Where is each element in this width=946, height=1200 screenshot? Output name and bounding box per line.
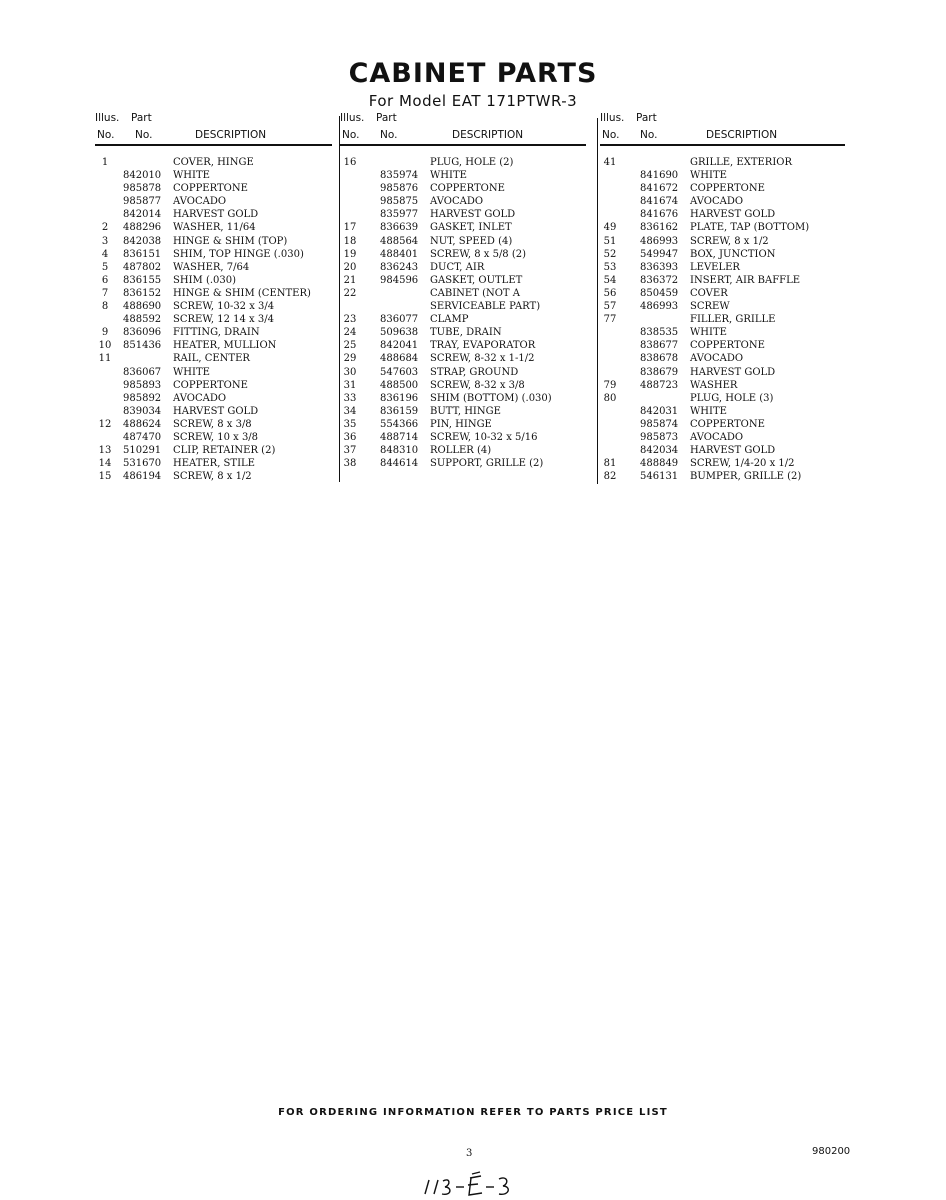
parts-row [340,195,586,208]
parts-row [340,261,586,274]
model-subtitle: For Model EAT 171PTWR-3 [368,92,578,110]
illus-number: 23 [343,314,357,326]
part-number: 836155 [123,274,162,286]
parts-row [600,300,845,313]
part-description: SERVICEABLE PART) [430,301,541,313]
illus-number: 3 [101,235,109,247]
parts-row [600,431,845,444]
parts-row [340,431,586,444]
part-number: 841672 [640,183,679,195]
part-number: 487802 [123,261,162,273]
part-description: SCREW, 1/4-20 x 1/2 [690,458,795,470]
header-rule [340,144,586,146]
illus-number: 21 [343,274,357,286]
parts-row [600,208,845,221]
part-number: 546131 [640,471,679,483]
part-description: WHITE [690,170,727,182]
parts-row [600,470,845,483]
parts-row [600,169,845,182]
part-description: AVOCADO [690,353,744,365]
parts-row [600,366,845,379]
part-number: 488690 [123,301,162,313]
parts-row [340,339,586,352]
part-description: SHIM, TOP HINGE (.030) [173,248,304,260]
part-number: 985893 [123,379,162,391]
parts-row [600,261,845,274]
illus-number: 52 [603,248,617,260]
parts-row [95,339,332,352]
illus-number: 17 [343,222,357,234]
part-description: COPPERTONE [173,183,248,195]
part-description: LEVELER [690,261,740,273]
part-description: HINGE & SHIM (TOP) [173,235,288,247]
part-number: 486993 [640,235,679,247]
part-description: HARVEST GOLD [430,209,516,221]
parts-row [95,182,332,195]
parts-row [340,287,586,300]
part-description: AVOCADO [690,196,744,208]
part-description: ROLLER (4) [430,445,492,457]
illus-number: 57 [603,301,617,313]
part-number: 844614 [380,458,419,470]
part-description: CLAMP [430,314,469,326]
parts-row [95,274,332,287]
parts-row [600,379,845,392]
illus-header: Illus. [95,112,120,124]
part-description: AVOCADO [690,431,744,443]
parts-row [340,169,586,182]
illus-number: 31 [343,379,357,391]
illus-number: 53 [603,261,617,273]
part-description: DUCT, AIR [430,261,485,273]
part-description: PIN, HINGE [430,418,492,430]
part-number: 836152 [123,287,162,299]
part-description: COPPERTONE [690,183,765,195]
part-number: 836162 [640,222,679,234]
parts-row [600,457,845,470]
parts-row [600,405,845,418]
part-description: PLATE, TAP (BOTTOM) [690,222,810,234]
illus-number: 1 [101,157,109,168]
parts-row [95,235,332,248]
part-number: 838677 [640,340,679,352]
parts-row [600,221,845,234]
handwritten-note [420,1168,530,1200]
part-description: PLUG, HOLE (2) [430,157,514,168]
part-number: 549947 [640,248,679,260]
part-description: COPPERTONE [690,418,765,430]
parts-row [95,470,332,483]
illus-number: 24 [343,327,357,339]
description-header: DESCRIPTION [195,129,267,141]
part-number: 486993 [640,301,679,313]
parts-row [340,392,586,405]
part-number: 838679 [640,366,679,378]
part-description: SCREW, 8-32 x 1-1/2 [430,353,535,365]
part-number: 985878 [123,183,162,195]
part-number: 842014 [123,209,162,221]
part-number: 836067 [123,366,162,378]
parts-row [600,418,845,431]
ordering-note: FOR ORDERING INFORMATION REFER TO PARTS PRICE LIST [278,1107,668,1118]
part-number: 848310 [380,445,419,457]
document-code: 980200 [812,1146,851,1157]
part-number: 836639 [380,222,419,234]
part-number: 985877 [123,196,162,208]
part-number: 836151 [123,248,162,260]
part-description: AVOCADO [430,196,484,208]
illus-number: 12 [98,418,112,430]
part-description: WHITE [173,170,210,182]
part-description: FILLER, GRILLE [690,314,776,326]
illus-header: Illus. [340,112,365,124]
illus-number: 29 [343,353,357,365]
parts-row [600,156,845,169]
parts-row [340,379,586,392]
parts-row [95,405,332,418]
parts-row [95,261,332,274]
part-number: 488296 [123,222,162,234]
illus-number: 13 [98,445,112,457]
part-description: HARVEST GOLD [690,209,776,221]
part-description: HARVEST GOLD [690,445,776,457]
column-header [600,112,845,146]
part-description: SCREW, 8 x 1/2 [173,471,252,483]
parts-row [95,195,332,208]
part-description: TUBE, DRAIN [430,327,502,339]
part-number: 531670 [123,458,162,470]
parts-row [340,313,586,326]
illus-number: 18 [343,235,357,247]
illus-number: 41 [603,157,617,168]
parts-row [340,457,586,470]
parts-row [600,339,845,352]
parts-list [600,156,845,483]
parts-row [340,221,586,234]
illus-number: 11 [98,353,112,365]
parts-row [340,444,586,457]
part-description: COVER, HINGE [173,157,254,168]
part-description: SHIM (.030) [173,274,237,286]
part-number: 488684 [380,353,419,365]
illus-number: 4 [101,248,109,260]
part-number: 488401 [380,248,419,260]
part-description: BOX, JUNCTION [690,248,776,260]
part-number: 985876 [380,183,419,195]
part-description: HEATER, MULLION [173,340,277,352]
parts-row [600,352,845,365]
header-rule [600,144,845,146]
part-no-header: No. [640,129,658,141]
part-number: 488564 [380,235,419,247]
parts-row [340,235,586,248]
part-number: 488849 [640,458,679,470]
part-description: SCREW, 8 x 3/8 [173,418,252,430]
illus-number: 25 [343,340,357,352]
part-description: SCREW, 8 x 5/8 (2) [430,248,527,260]
illus-number: 30 [343,366,357,378]
part-description: CABINET (NOT A [430,287,520,299]
part-description: HARVEST GOLD [173,209,259,221]
part-number: 985892 [123,392,162,404]
illus-number: 33 [343,392,357,404]
part-number: 839034 [123,405,162,417]
parts-row [600,235,845,248]
illus-number: 10 [98,340,112,352]
illus-number: 36 [343,431,357,443]
part-no-header: No. [135,129,153,141]
illus-no-header: No. [342,129,360,141]
part-number: 510291 [123,445,162,457]
part-number: 836372 [640,274,679,286]
part-description: SCREW, 10 x 3/8 [173,431,259,443]
part-number: 985874 [640,418,679,430]
part-description: RAIL, CENTER [173,353,250,365]
parts-row [95,169,332,182]
illus-number: 35 [343,418,357,430]
parts-row [600,248,845,261]
part-number: 554366 [380,418,419,430]
part-description: WASHER, 11/64 [173,222,256,234]
part-description: GASKET, OUTLET [430,274,523,286]
part-number: 836196 [380,392,419,404]
illus-number: 79 [603,379,617,391]
part-number: 841674 [640,196,679,208]
parts-row [340,352,586,365]
parts-row [340,156,586,169]
illus-number: 19 [343,248,357,260]
column-divider-right [597,118,598,484]
part-header: Part [131,112,152,124]
part-number: 488624 [123,418,162,430]
illus-number: 56 [603,287,617,299]
part-description: SCREW, 10-32 x 5/16 [430,431,538,443]
part-number: 985875 [380,196,419,208]
part-description: SCREW, 12 14 x 3/4 [173,314,274,326]
part-description: COPPERTONE [430,183,505,195]
page-number: 3 [466,1148,473,1159]
part-description: AVOCADO [173,392,227,404]
illus-number: 77 [603,314,617,326]
part-number: 838678 [640,353,679,365]
parts-column-2 [340,112,586,470]
part-number: 985873 [640,431,679,443]
part-description: HINGE & SHIM (CENTER) [173,287,311,299]
part-description: SCREW, 10-32 x 3/4 [173,301,275,313]
parts-row [95,431,332,444]
illus-number: 49 [603,222,617,234]
illus-number: 9 [101,327,109,339]
header-rule [95,144,332,146]
part-description: STRAP, GROUND [430,366,519,378]
parts-row [95,156,332,169]
part-description: COPPERTONE [690,340,765,352]
parts-row [600,313,845,326]
illus-header: Illus. [600,112,625,124]
illus-number: 51 [603,235,617,247]
parts-row [340,208,586,221]
illus-number: 2 [101,222,109,234]
parts-row [340,182,586,195]
part-description: CLIP, RETAINER (2) [173,445,276,457]
parts-row [340,418,586,431]
illus-no-header: No. [97,129,115,141]
parts-row [95,248,332,261]
part-description: SHIM (BOTTOM) (.030) [430,392,552,404]
description-header: DESCRIPTION [706,129,778,141]
column-header [95,112,332,146]
illus-number: 34 [343,405,357,417]
part-description: WHITE [690,327,727,339]
part-header: Part [636,112,657,124]
part-description: WASHER, 7/64 [173,261,250,273]
illus-number: 8 [101,301,109,313]
part-number: 842010 [123,170,162,182]
part-description: SCREW, 8-32 x 3/8 [430,379,525,391]
parts-column-3 [600,112,845,483]
illus-number: 15 [98,471,112,483]
part-description: PLUG, HOLE (3) [690,392,774,404]
part-description: HARVEST GOLD [690,366,776,378]
parts-row [95,326,332,339]
part-number: 488592 [123,314,162,326]
illus-number: 37 [343,445,357,457]
part-number: 850459 [640,287,679,299]
part-description: HEATER, STILE [173,458,255,470]
part-number: 487470 [123,431,162,443]
part-description: WHITE [690,405,727,417]
parts-row [95,287,332,300]
description-header: DESCRIPTION [452,129,524,141]
parts-row [340,248,586,261]
parts-row [600,392,845,405]
part-number: 984596 [380,274,419,286]
part-description: GRILLE, EXTERIOR [690,157,793,168]
parts-row [95,366,332,379]
illus-number: 20 [343,261,357,273]
illus-number: 16 [343,157,357,168]
part-number: 835974 [380,170,419,182]
parts-row [95,300,332,313]
part-number: 851436 [123,340,162,352]
part-number: 836077 [380,314,419,326]
part-number: 488500 [380,379,419,391]
parts-row [95,208,332,221]
part-number: 836393 [640,261,679,273]
illus-number: 81 [603,458,617,470]
part-number: 488714 [380,431,419,443]
illus-number: 7 [101,287,109,299]
part-description: WHITE [173,366,210,378]
illus-number: 80 [603,392,617,404]
part-description: BUTT, HINGE [430,405,501,417]
part-number: 841690 [640,170,679,182]
parts-row [600,195,845,208]
parts-row [340,326,586,339]
parts-row [340,300,586,313]
illus-number: 54 [603,274,617,286]
part-description: WASHER [690,379,738,391]
part-description: GASKET, INLET [430,222,512,234]
part-number: 842031 [640,405,679,417]
illus-number: 14 [98,458,112,470]
parts-row [95,313,332,326]
parts-list [340,156,586,470]
parts-row [95,392,332,405]
part-header: Part [376,112,397,124]
part-number: 836096 [123,327,162,339]
part-number: 842034 [640,445,679,457]
part-number: 835977 [380,209,419,221]
part-description: AVOCADO [173,196,227,208]
parts-list [95,156,332,483]
parts-row [600,444,845,457]
illus-number: 82 [603,471,617,483]
part-description: BUMPER, GRILLE (2) [690,471,802,483]
part-number: 547603 [380,366,419,378]
part-number: 488723 [640,379,679,391]
parts-row [95,221,332,234]
illus-number: 6 [101,274,109,286]
parts-row [340,274,586,287]
part-number: 509638 [380,327,419,339]
parts-row [600,182,845,195]
part-number: 842041 [380,340,419,352]
parts-row [600,326,845,339]
part-number: 836243 [380,261,419,273]
part-description: SCREW, 8 x 1/2 [690,235,769,247]
parts-column-1 [95,112,332,483]
parts-row [340,366,586,379]
part-description: COVER [690,287,728,299]
part-description: SUPPORT, GRILLE (2) [430,458,544,470]
part-description: WHITE [430,170,467,182]
part-description: TRAY, EVAPORATOR [430,340,536,352]
part-description: NUT, SPEED (4) [430,235,513,247]
part-no-header: No. [380,129,398,141]
parts-row [95,457,332,470]
part-description: FITTING, DRAIN [173,327,260,339]
part-number: 842038 [123,235,162,247]
parts-row [95,379,332,392]
illus-no-header: No. [602,129,620,141]
part-number: 841676 [640,209,679,221]
column-header [340,112,586,146]
illus-number: 5 [101,261,109,273]
part-number: 836159 [380,405,419,417]
part-description: INSERT, AIR BAFFLE [690,274,801,286]
parts-row [95,352,332,365]
page-title: CABINET PARTS [348,58,598,89]
part-description: COPPERTONE [173,379,248,391]
parts-row [95,418,332,431]
part-number: 486194 [123,471,162,483]
parts-row [600,287,845,300]
illus-number: 38 [343,458,357,470]
parts-row [340,405,586,418]
parts-row [95,444,332,457]
parts-row [600,274,845,287]
part-number: 838535 [640,327,679,339]
part-description: HARVEST GOLD [173,405,259,417]
illus-number: 22 [343,287,357,299]
part-description: SCREW [690,301,730,313]
